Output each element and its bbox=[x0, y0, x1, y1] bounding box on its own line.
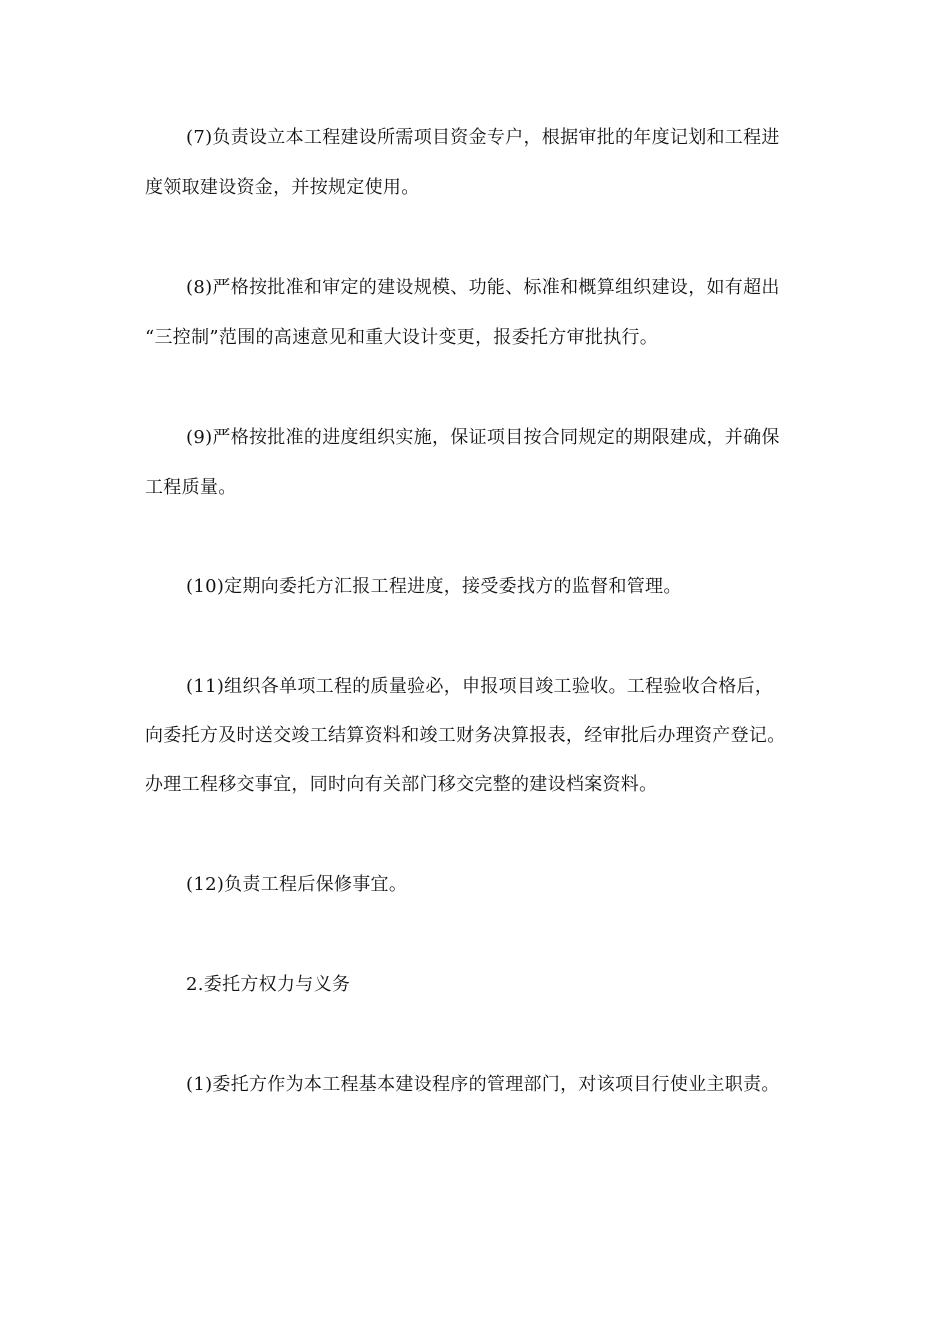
paragraph-11-line-3: 办理工程移交事宜，同时向有关部门移交完整的建设档案资料。 bbox=[145, 774, 658, 795]
paragraph-9-line-2: 工程质量。 bbox=[145, 477, 237, 498]
paragraph-1: (1)委托方作为本工程基本建设程序的管理部门，对该项目行使业主职责。 bbox=[186, 1074, 780, 1095]
paragraph-7-line-2: 度领取建设资金，并按规定使用。 bbox=[145, 177, 420, 198]
section-heading-2: 2.委托方权力与义务 bbox=[186, 974, 351, 995]
paragraph-8-line-2: “三控制”范围的高速意见和重大设计变更，报委托方审批执行。 bbox=[145, 327, 659, 348]
paragraph-11-line-2: 向委托方及时送交竣工结算资料和竣工财务决算报表，经审批后办理资产登记。 bbox=[145, 725, 786, 746]
paragraph-12: (12)负责工程后保修事宜。 bbox=[186, 874, 408, 895]
paragraph-10: (10)定期向委托方汇报工程进度，接受委找方的监督和管理。 bbox=[186, 576, 682, 597]
paragraph-11-line-1: (11)组织各单项工程的质量验必，申报项目竣工验收。工程验收合格后， bbox=[186, 676, 774, 697]
paragraph-8-line-1: (8)严格按批准和审定的建设规模、功能、标准和概算组织建设，如有超出 bbox=[186, 277, 780, 298]
paragraph-9-line-1: (9)严格按批准的进度组织实施，保证项目按合同规定的期限建成，并确保 bbox=[186, 427, 780, 448]
paragraph-7-line-1: (7)负责设立本工程建设所需项目资金专户，根据审批的年度记划和工程进 bbox=[186, 127, 780, 148]
